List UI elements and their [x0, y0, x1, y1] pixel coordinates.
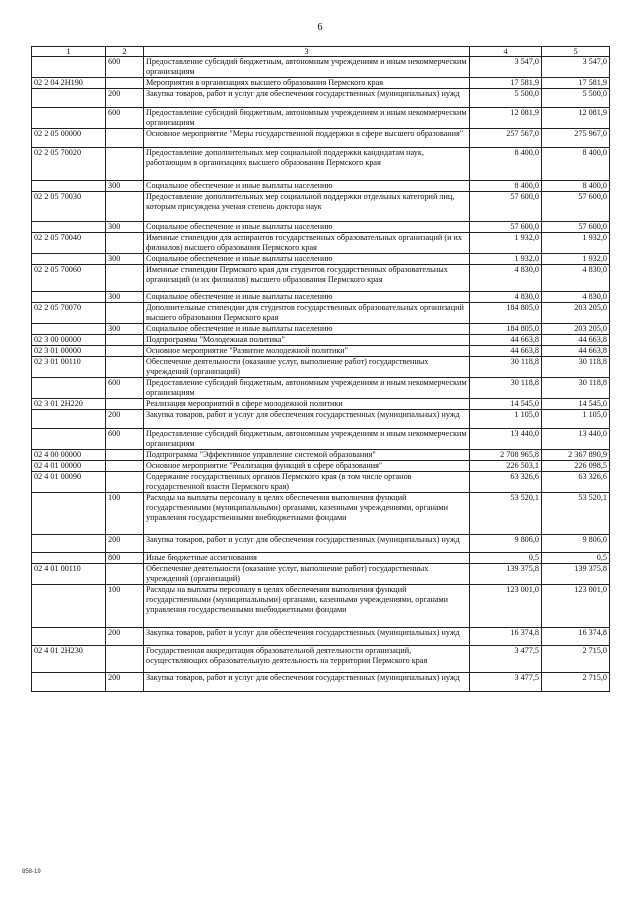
row-value-1-cell: 184 805,0	[470, 324, 542, 335]
table-row	[32, 192, 610, 222]
table-row	[32, 108, 610, 129]
row-code-cell	[32, 222, 106, 233]
row-expense-type-cell: 200	[106, 535, 144, 553]
row-value-1-cell: 12 081,9	[470, 108, 542, 129]
row-value-2-cell: 44 663,8	[542, 335, 610, 346]
table-row	[32, 472, 610, 493]
row-value-1-cell: 184 805,0	[470, 303, 542, 324]
row-value-1-cell: 123 001,0	[470, 585, 542, 628]
row-code-cell	[32, 292, 106, 303]
table-body	[32, 57, 610, 692]
row-code-cell: 02 3 01 2Н220	[32, 399, 106, 410]
row-expense-type-cell: 600	[106, 108, 144, 129]
row-expense-type-cell	[106, 564, 144, 585]
row-value-1-cell: 13 440,0	[470, 429, 542, 450]
row-name-cell: Иные бюджетные ассигнования	[144, 553, 470, 564]
row-expense-type-cell	[106, 335, 144, 346]
page-number: 6	[317, 22, 323, 33]
row-expense-type-cell: 300	[106, 181, 144, 192]
row-name-cell: Основное мероприятие "Развитие молодежной политики"	[144, 346, 470, 357]
table-row	[32, 78, 610, 89]
row-code-cell	[32, 493, 106, 535]
row-value-1-cell: 8 400,0	[470, 148, 542, 181]
row-expense-type-cell: 200	[106, 89, 144, 108]
row-code-cell	[32, 585, 106, 628]
row-expense-type-cell: 800	[106, 553, 144, 564]
row-expense-type-cell: 300	[106, 254, 144, 265]
row-code-cell	[32, 324, 106, 335]
row-expense-type-cell	[106, 78, 144, 89]
row-value-1-cell: 1 932,0	[470, 233, 542, 254]
row-value-1-cell: 9 806,0	[470, 535, 542, 553]
row-value-1-cell: 30 118,8	[470, 378, 542, 399]
table-row	[32, 129, 610, 148]
row-code-cell	[32, 89, 106, 108]
row-value-2-cell: 17 581,9	[542, 78, 610, 89]
row-code-cell: 02 2 05 00000	[32, 129, 106, 148]
row-name-cell: Закупка товаров, работ и услуг для обеспечения государственных (муниципальных) нужд	[144, 89, 470, 108]
table-row	[32, 357, 610, 378]
row-name-cell: Именные стипендии для аспирантов государственных образовательных организаций (и их филиалов) высшего образования Пермского края	[144, 233, 470, 254]
row-value-2-cell: 8 400,0	[542, 148, 610, 181]
row-value-1-cell: 57 600,0	[470, 222, 542, 233]
table-row	[32, 254, 610, 265]
table-header-row	[32, 47, 610, 57]
row-value-2-cell: 30 118,8	[542, 378, 610, 399]
table-row	[32, 461, 610, 472]
row-expense-type-cell: 200	[106, 673, 144, 692]
row-value-2-cell: 0,5	[542, 553, 610, 564]
row-value-2-cell: 13 440,0	[542, 429, 610, 450]
row-expense-type-cell: 600	[106, 378, 144, 399]
table-row	[32, 585, 610, 628]
row-expense-type-cell	[106, 346, 144, 357]
row-expense-type-cell	[106, 399, 144, 410]
row-name-cell: Предоставление субсидий бюджетным, автономным учреждениям и иным некоммерческим организациям	[144, 57, 470, 78]
table-row	[32, 57, 610, 78]
row-expense-type-cell: 100	[106, 493, 144, 535]
header-col-1: 1	[32, 47, 106, 57]
table-row	[32, 233, 610, 254]
row-name-cell: Предоставление субсидий бюджетным, автономным учреждениям и иным некоммерческим организациям	[144, 378, 470, 399]
row-value-2-cell: 4 830,0	[542, 292, 610, 303]
row-value-2-cell: 8 400,0	[542, 181, 610, 192]
row-value-2-cell: 30 118,8	[542, 357, 610, 378]
row-name-cell: Предоставление дополнительных мер социальной поддержки кандидатам наук, работающим в организациях высшего образования Пермского края	[144, 148, 470, 181]
table-row	[32, 222, 610, 233]
table-row	[32, 324, 610, 335]
row-value-2-cell: 203 205,0	[542, 303, 610, 324]
row-name-cell: Расходы на выплаты персоналу в целях обеспечения выполнения функций государственными (муниципальными) органами, казенными учреждениями, органами управления государственными внебюджетными фондами	[144, 493, 470, 535]
row-value-1-cell: 4 830,0	[470, 265, 542, 292]
row-code-cell	[32, 108, 106, 129]
table-row	[32, 292, 610, 303]
row-value-2-cell: 3 547,0	[542, 57, 610, 78]
row-name-cell: Закупка товаров, работ и услуг для обеспечения государственных (муниципальных) нужд	[144, 535, 470, 553]
row-name-cell: Подпрограмма "Эффективное управление системой образования"	[144, 450, 470, 461]
row-value-1-cell: 226 503,1	[470, 461, 542, 472]
row-code-cell	[32, 429, 106, 450]
header-col-4: 4	[470, 47, 542, 57]
row-value-2-cell: 57 600,0	[542, 222, 610, 233]
row-value-1-cell: 53 520,1	[470, 493, 542, 535]
row-value-2-cell: 57 600,0	[542, 192, 610, 222]
row-code-cell: 02 2 05 70060	[32, 265, 106, 292]
row-code-cell: 02 4 01 00090	[32, 472, 106, 493]
table-row	[32, 265, 610, 292]
row-value-2-cell: 1 932,0	[542, 233, 610, 254]
row-value-2-cell: 16 374,8	[542, 628, 610, 646]
row-value-1-cell: 17 581,9	[470, 78, 542, 89]
row-expense-type-cell	[106, 646, 144, 673]
row-value-2-cell: 2 367 890,9	[542, 450, 610, 461]
row-expense-type-cell	[106, 265, 144, 292]
row-name-cell: Социальное обеспечение и иные выплаты населению	[144, 292, 470, 303]
row-value-2-cell: 203 205,0	[542, 324, 610, 335]
row-name-cell: Социальное обеспечение и иные выплаты населению	[144, 222, 470, 233]
row-name-cell: Социальное обеспечение и иные выплаты населению	[144, 181, 470, 192]
row-code-cell	[32, 535, 106, 553]
row-name-cell: Предоставление субсидий бюджетным, автономным учреждениям и иным некоммерческим организациям	[144, 108, 470, 129]
row-value-2-cell: 1 932,0	[542, 254, 610, 265]
row-expense-type-cell: 600	[106, 57, 144, 78]
row-value-2-cell: 2 715,0	[542, 673, 610, 692]
row-value-1-cell: 5 500,0	[470, 89, 542, 108]
row-value-2-cell: 12 081,9	[542, 108, 610, 129]
row-expense-type-cell	[106, 357, 144, 378]
header-col-2: 2	[106, 47, 144, 57]
row-expense-type-cell	[106, 148, 144, 181]
table-row	[32, 673, 610, 692]
header-col-5: 5	[542, 47, 610, 57]
row-name-cell: Расходы на выплаты персоналу в целях обеспечения выполнения функций государственными (муниципальными) органами, казенными учреждениями, органами управления государственными внебюджетными фондами	[144, 585, 470, 628]
row-value-2-cell: 123 001,0	[542, 585, 610, 628]
table-row	[32, 148, 610, 181]
row-value-1-cell: 44 663,8	[470, 346, 542, 357]
row-code-cell: 02 3 00 00000	[32, 335, 106, 346]
table-row	[32, 450, 610, 461]
row-expense-type-cell	[106, 129, 144, 148]
row-name-cell: Предоставление субсидий бюджетным, автономным учреждениям и иным некоммерческим организациям	[144, 429, 470, 450]
row-value-1-cell: 1 105,0	[470, 410, 542, 429]
row-name-cell: Закупка товаров, работ и услуг для обеспечения государственных (муниципальных) нужд	[144, 628, 470, 646]
row-code-cell: 02 2 05 70020	[32, 148, 106, 181]
row-value-1-cell: 8 400,0	[470, 181, 542, 192]
row-expense-type-cell	[106, 303, 144, 324]
table-row	[32, 303, 610, 324]
table-row	[32, 399, 610, 410]
row-value-2-cell: 4 830,0	[542, 265, 610, 292]
row-expense-type-cell: 300	[106, 324, 144, 335]
row-code-cell	[32, 628, 106, 646]
row-value-2-cell: 9 806,0	[542, 535, 610, 553]
row-name-cell: Закупка товаров, работ и услуг для обеспечения государственных (муниципальных) нужд	[144, 410, 470, 429]
row-value-1-cell: 44 663,8	[470, 335, 542, 346]
row-name-cell: Государственная аккредитация образовательной деятельности организаций, осуществляющих образовательную деятельность на территории Пермского края	[144, 646, 470, 673]
row-code-cell	[32, 378, 106, 399]
row-value-1-cell: 3 547,0	[470, 57, 542, 78]
row-name-cell: Обеспечение деятельности (оказание услуг, выполнение работ) государственных учреждений (организаций)	[144, 564, 470, 585]
row-value-2-cell: 44 663,8	[542, 346, 610, 357]
table-row	[32, 89, 610, 108]
row-code-cell	[32, 57, 106, 78]
row-expense-type-cell: 100	[106, 585, 144, 628]
row-expense-type-cell: 600	[106, 429, 144, 450]
table-row	[32, 628, 610, 646]
row-value-1-cell: 4 830,0	[470, 292, 542, 303]
row-name-cell: Подпрограмма "Молодежная политика"	[144, 335, 470, 346]
row-value-2-cell: 14 545,0	[542, 399, 610, 410]
row-name-cell: Социальное обеспечение и иные выплаты населению	[144, 254, 470, 265]
row-code-cell: 02 4 00 00000	[32, 450, 106, 461]
table-row	[32, 564, 610, 585]
row-name-cell: Дополнительные стипендии для студентов государственных образовательных организаций высшего образования Пермского края	[144, 303, 470, 324]
row-value-1-cell: 16 374,8	[470, 628, 542, 646]
row-expense-type-cell	[106, 233, 144, 254]
row-value-1-cell: 3 477,5	[470, 673, 542, 692]
row-code-cell	[32, 254, 106, 265]
row-value-1-cell: 0,5	[470, 553, 542, 564]
row-name-cell: Мероприятия в организациях высшего образования Пермского края	[144, 78, 470, 89]
row-value-1-cell: 257 567,0	[470, 129, 542, 148]
row-value-1-cell: 14 545,0	[470, 399, 542, 410]
table-row	[32, 378, 610, 399]
row-expense-type-cell: 300	[106, 292, 144, 303]
row-name-cell: Именные стипендии Пермского края для студентов государственных образовательных организаций (и их филиалов) высшего образования Пермского края	[144, 265, 470, 292]
row-expense-type-cell	[106, 192, 144, 222]
row-value-1-cell: 63 326,6	[470, 472, 542, 493]
row-code-cell: 02 2 04 2Н190	[32, 78, 106, 89]
row-value-1-cell: 3 477,5	[470, 646, 542, 673]
row-value-2-cell: 139 375,8	[542, 564, 610, 585]
row-value-2-cell: 275 967,0	[542, 129, 610, 148]
row-name-cell: Реализация мероприятий в сфере молодежной политики	[144, 399, 470, 410]
row-name-cell: Основное мероприятие "Меры государственной поддержки в сфере высшего образования"	[144, 129, 470, 148]
table-row	[32, 493, 610, 535]
table-row	[32, 429, 610, 450]
row-expense-type-cell	[106, 472, 144, 493]
row-code-cell: 02 4 01 00000	[32, 461, 106, 472]
row-expense-type-cell: 300	[106, 222, 144, 233]
row-code-cell: 02 4 01 00110	[32, 564, 106, 585]
row-value-2-cell: 63 326,6	[542, 472, 610, 493]
row-expense-type-cell	[106, 461, 144, 472]
row-value-1-cell: 30 118,8	[470, 357, 542, 378]
row-code-cell: 02 2 05 70030	[32, 192, 106, 222]
row-code-cell: 02 4 01 2Н230	[32, 646, 106, 673]
row-value-1-cell: 139 375,8	[470, 564, 542, 585]
row-name-cell: Основное мероприятие "Реализация функций в сфере образования"	[144, 461, 470, 472]
row-name-cell: Обеспечение деятельности (оказание услуг, выполнение работ) государственных учреждений (организаций)	[144, 357, 470, 378]
table-row	[32, 646, 610, 673]
footer-code: 858-19	[22, 869, 41, 875]
row-value-1-cell: 1 932,0	[470, 254, 542, 265]
row-code-cell: 02 3 01 00000	[32, 346, 106, 357]
row-code-cell	[32, 673, 106, 692]
row-value-2-cell: 5 500,0	[542, 89, 610, 108]
table-row	[32, 535, 610, 553]
table-row	[32, 181, 610, 192]
row-expense-type-cell: 200	[106, 410, 144, 429]
row-code-cell: 02 2 05 70040	[32, 233, 106, 254]
row-code-cell: 02 3 01 00110	[32, 357, 106, 378]
row-code-cell	[32, 553, 106, 564]
row-expense-type-cell: 200	[106, 628, 144, 646]
row-expense-type-cell	[106, 450, 144, 461]
row-value-2-cell: 53 520,1	[542, 493, 610, 535]
budget-table	[31, 46, 610, 692]
table-row	[32, 553, 610, 564]
row-value-2-cell: 226 098,5	[542, 461, 610, 472]
row-name-cell: Закупка товаров, работ и услуг для обеспечения государственных (муниципальных) нужд	[144, 673, 470, 692]
row-value-2-cell: 2 715,0	[542, 646, 610, 673]
row-code-cell	[32, 410, 106, 429]
header-col-3: 3	[144, 47, 470, 57]
table-row	[32, 346, 610, 357]
row-value-1-cell: 2 708 965,8	[470, 450, 542, 461]
table-row	[32, 335, 610, 346]
row-code-cell: 02 2 05 70070	[32, 303, 106, 324]
row-name-cell: Социальное обеспечение и иные выплаты населению	[144, 324, 470, 335]
row-name-cell: Предоставление дополнительных мер социальной поддержки отдельных категорий лиц, которым присуждена ученая степень доктора наук	[144, 192, 470, 222]
row-value-1-cell: 57 600,0	[470, 192, 542, 222]
row-value-2-cell: 1 105,0	[542, 410, 610, 429]
row-code-cell	[32, 181, 106, 192]
row-name-cell: Содержание государственных органов Пермского края (в том числе органов государственной власти Пермского края)	[144, 472, 470, 493]
table-row	[32, 410, 610, 429]
